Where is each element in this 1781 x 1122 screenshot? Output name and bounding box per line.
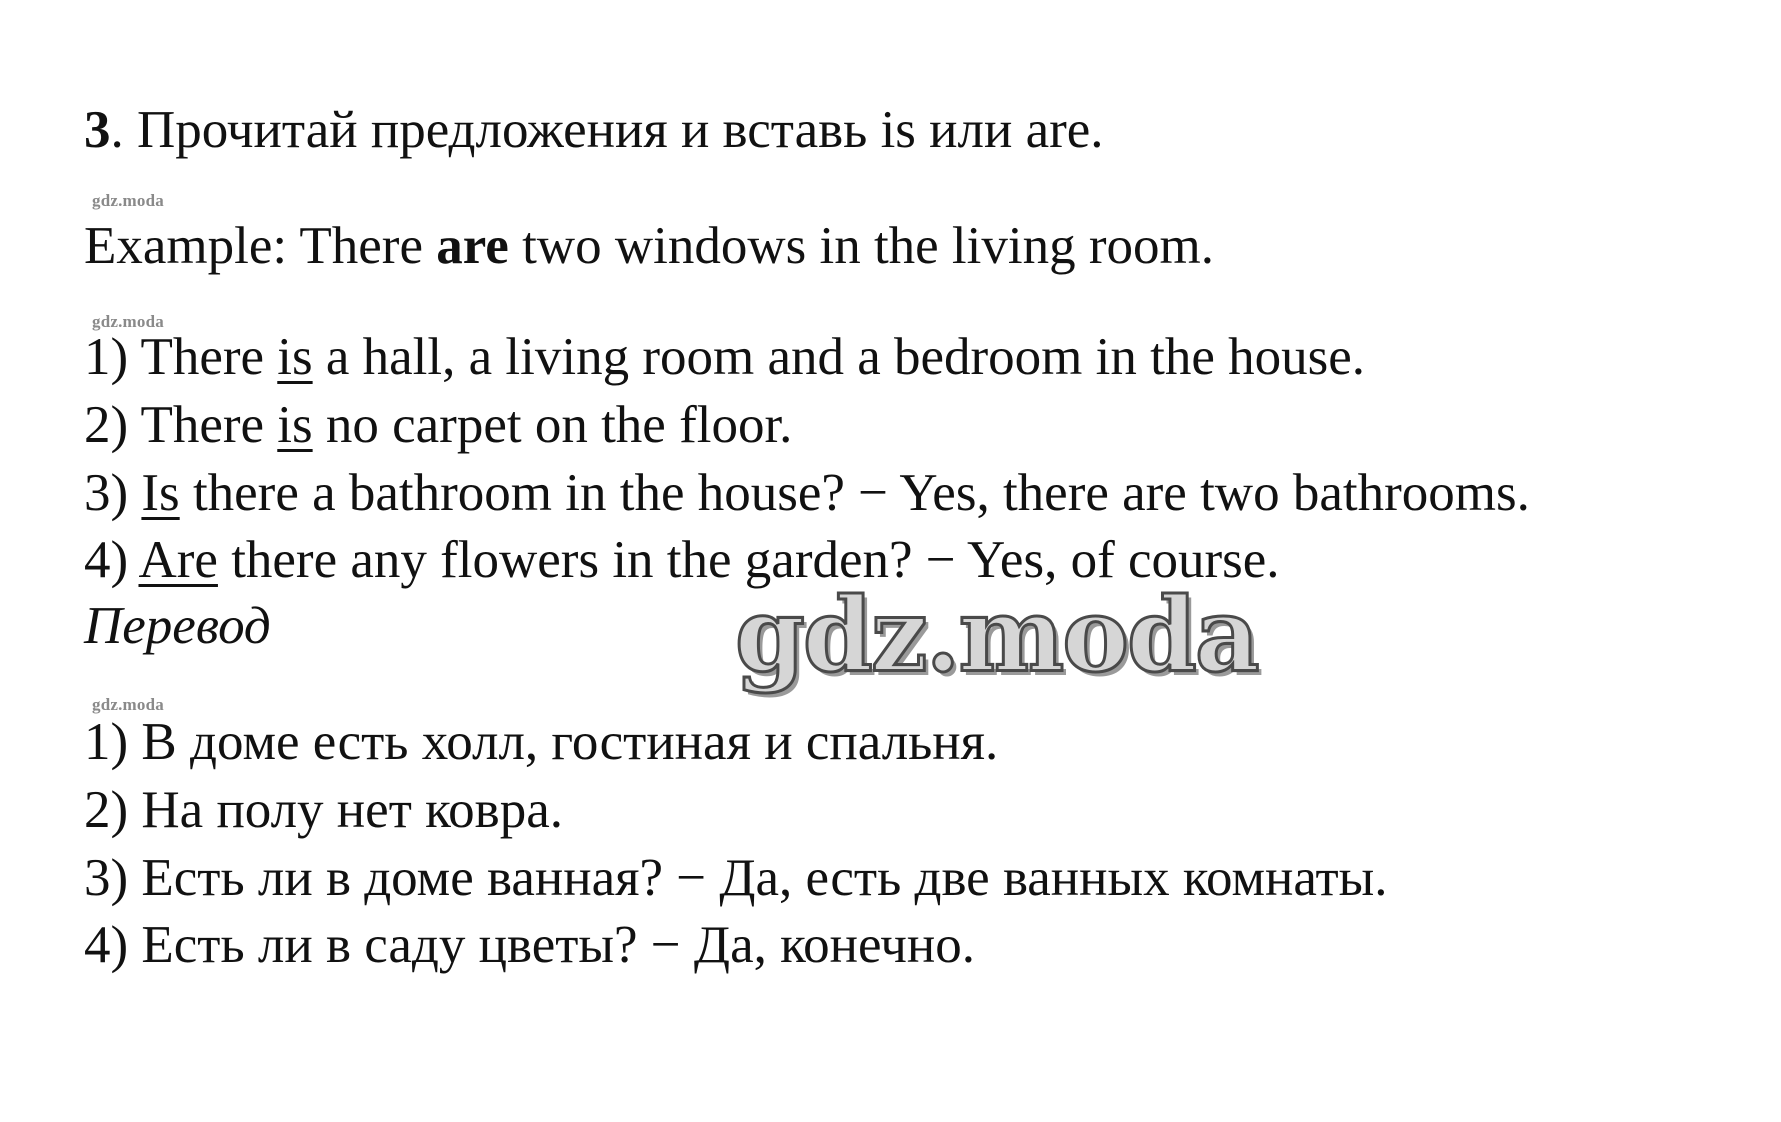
- sentence-number: 4): [84, 531, 139, 589]
- watermark-small: gdz.moda: [92, 312, 164, 331]
- sentence-2: [84, 395, 792, 455]
- sentence-rest: a hall, a living room and a bedroom in the house.: [312, 328, 1366, 386]
- watermark-small: gdz.moda: [92, 191, 164, 210]
- example-suffix: two windows in the living room.: [508, 217, 1214, 275]
- sentence-answer: is: [277, 396, 313, 454]
- sentence-answer: is: [277, 328, 313, 386]
- sentence-rest: there any flowers in the garden? − Yes, of course.: [217, 531, 1280, 589]
- translation-label: Перевод: [84, 597, 271, 655]
- sentence-1: [84, 327, 1365, 387]
- translation-3: 3) Есть ли в доме ванная? − Да, есть две ванных комнаты.: [84, 849, 1388, 907]
- sentence-3: [84, 463, 1530, 523]
- translation-1: 1) В доме есть холл, гостиная и спальня.: [84, 713, 999, 771]
- watermark-small: gdz.moda: [92, 695, 164, 714]
- sentence-rest: there a bathroom in the house? − Yes, there are two bathrooms.: [179, 464, 1530, 522]
- sentence-number: 2) There: [84, 396, 278, 454]
- watermark-large: gdz.moda: [735, 574, 1258, 696]
- translation-2: 2) На полу нет ковра.: [84, 781, 563, 839]
- sentence-number: 1) There: [84, 328, 278, 386]
- sentence-answer: Is: [141, 464, 180, 522]
- task-instruction: . Прочитай предложения и вставь is или are.: [110, 101, 1104, 159]
- task-number: 3: [84, 101, 111, 159]
- example-prefix: Example: There: [84, 217, 437, 275]
- task-heading: [84, 100, 1104, 160]
- example-sentence: [84, 216, 1214, 276]
- sentence-number: 3): [84, 464, 142, 522]
- sentence-answer: Are: [138, 531, 218, 589]
- example-answer: are: [436, 217, 509, 275]
- translation-4: 4) Есть ли в саду цветы? − Да, конечно.: [84, 916, 975, 974]
- sentence-rest: no carpet on the floor.: [312, 396, 793, 454]
